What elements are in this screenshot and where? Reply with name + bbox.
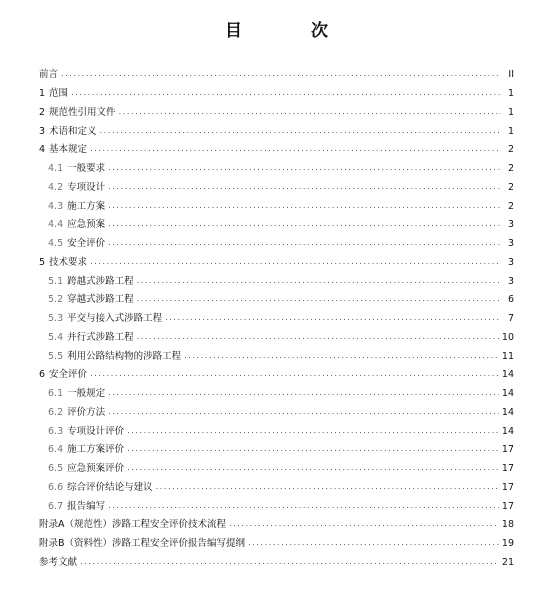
toc-entry[interactable] xyxy=(39,329,514,348)
toc-entry-page-number: 14 xyxy=(501,388,514,400)
toc-entry-page-number: 10 xyxy=(501,331,514,343)
toc-entry[interactable] xyxy=(39,460,514,479)
toc-entry-label xyxy=(39,538,245,550)
toc-entry[interactable] xyxy=(39,422,514,441)
toc-entry[interactable] xyxy=(39,516,514,535)
toc-entry-page-number: 3 xyxy=(507,256,514,268)
dot-leader xyxy=(156,481,499,493)
dot-leader xyxy=(137,331,499,343)
toc-entry-number: 6.6 xyxy=(48,481,64,493)
toc-entry-number: 5 xyxy=(39,256,46,268)
toc-entry-page-number: 1 xyxy=(507,88,514,100)
dot-leader xyxy=(108,387,499,399)
toc-entry-text: 利用公路结构物的涉路工程 xyxy=(67,350,182,362)
toc-entry-number: 4.3 xyxy=(48,200,64,212)
toc-entry[interactable] xyxy=(39,497,514,516)
dot-leader xyxy=(119,106,501,118)
toc-entry-label xyxy=(48,407,105,419)
toc-entry-text: 综合评价结论与建议 xyxy=(67,481,153,493)
toc-entry-page-number: 17 xyxy=(501,500,514,512)
toc-entry-label xyxy=(39,557,77,569)
dot-leader xyxy=(137,293,501,305)
toc-entry-label xyxy=(48,388,105,400)
toc-entry[interactable] xyxy=(39,404,514,423)
toc-entry-page-number: 2 xyxy=(507,163,514,175)
toc-entry-label xyxy=(39,369,87,381)
toc-entry-page-number: 1 xyxy=(507,106,514,118)
dot-leader xyxy=(108,181,501,193)
toc-entry-text: 附录A（规范性）涉路工程安全评价技术流程 xyxy=(39,519,226,531)
toc-entry-text: 专项设计 xyxy=(67,181,106,193)
toc-entry-label xyxy=(39,126,97,138)
dot-leader xyxy=(90,256,501,268)
dot-leader xyxy=(108,200,501,212)
toc-entry-number: 1 xyxy=(39,88,46,100)
dot-leader xyxy=(108,237,501,249)
dot-leader xyxy=(71,87,501,99)
toc-entry-page-number: 7 xyxy=(507,313,514,325)
toc-entry-text: 安全评价 xyxy=(67,238,106,250)
toc-entry-page-number: 21 xyxy=(501,556,514,568)
toc-entry-page-number: 2 xyxy=(507,200,514,212)
dot-leader xyxy=(127,425,499,437)
dot-leader xyxy=(90,143,501,155)
toc-entry-text: 穿越式涉路工程 xyxy=(67,294,134,306)
toc-entry-page-number: II xyxy=(508,69,514,81)
toc-entry-label xyxy=(39,144,87,156)
toc-entry-label xyxy=(48,219,105,231)
toc-entry-label xyxy=(39,257,87,269)
toc-entry-text: 基本规定 xyxy=(49,144,88,156)
toc-entry-text: 技术要求 xyxy=(49,256,88,268)
toc-entry[interactable] xyxy=(39,216,514,235)
dot-leader xyxy=(108,406,499,418)
toc-entry-page-number: 3 xyxy=(507,219,514,231)
toc-entry-label xyxy=(48,332,134,344)
toc-entry-page-number: 2 xyxy=(507,181,514,193)
toc-entry-text: 专项设计评价 xyxy=(67,425,125,437)
toc-entry-page-number: 6 xyxy=(507,294,514,306)
toc-entry[interactable] xyxy=(39,85,514,104)
dot-leader xyxy=(184,350,499,362)
toc-entry-label xyxy=(48,313,162,325)
toc-entry-number: 5.4 xyxy=(48,331,64,343)
toc-entry-label xyxy=(48,426,124,438)
toc-entry-label xyxy=(39,107,116,119)
toc-entry-text: 并行式涉路工程 xyxy=(67,331,134,343)
toc-entry-page-number: 3 xyxy=(507,238,514,250)
toc-entry-label xyxy=(48,463,124,475)
toc-entry-text: 参考文献 xyxy=(39,556,78,568)
toc-entry-text: 应急预案评价 xyxy=(67,463,125,475)
toc-entry-text: 范围 xyxy=(49,88,69,100)
toc-entry[interactable] xyxy=(39,347,514,366)
toc-entry-page-number: 14 xyxy=(501,425,514,437)
toc-entry-text: 附录B（资料性）涉路工程安全评价报告编写提纲 xyxy=(39,538,246,550)
toc-entry[interactable] xyxy=(39,310,514,329)
toc-entry[interactable] xyxy=(39,122,514,141)
toc-entry-number: 6.5 xyxy=(48,463,64,475)
dot-leader xyxy=(127,462,499,474)
toc-entry-number: 4.1 xyxy=(48,163,64,175)
toc-entry-number: 3 xyxy=(39,125,46,137)
toc-entry[interactable] xyxy=(39,160,514,179)
toc-entry-page-number: 18 xyxy=(501,519,514,531)
toc-entry-number: 6.1 xyxy=(48,388,64,400)
toc-entry-number: 5.5 xyxy=(48,350,64,362)
toc-entry-page-number: 17 xyxy=(501,444,514,456)
toc-entry-page-number: 11 xyxy=(501,350,514,362)
dot-leader xyxy=(137,275,501,287)
toc-entry-label xyxy=(48,294,134,306)
toc-entry-label xyxy=(48,501,105,513)
toc-entry-page-number: 19 xyxy=(501,538,514,550)
toc-entry-label xyxy=(39,69,58,81)
toc-entry-label xyxy=(39,88,68,100)
toc-entry[interactable] xyxy=(39,179,514,198)
toc-entry-text: 平交与接入式涉路工程 xyxy=(67,313,163,325)
toc-entry[interactable] xyxy=(39,554,514,573)
toc-entry[interactable] xyxy=(39,141,514,160)
dot-leader xyxy=(90,368,499,380)
toc-entry-label xyxy=(48,482,153,494)
dot-leader xyxy=(100,125,501,137)
toc-entry-label xyxy=(48,351,181,363)
toc-entry-text: 评价方法 xyxy=(67,406,106,418)
toc-entry-text: 安全评价 xyxy=(49,369,88,381)
toc-entry-page-number: 3 xyxy=(507,275,514,287)
toc-entry-text: 前言 xyxy=(39,69,59,81)
dot-leader xyxy=(165,312,501,324)
toc-entry-number: 4.4 xyxy=(48,219,64,231)
dot-leader xyxy=(248,537,499,549)
dot-leader xyxy=(229,518,499,530)
toc-entry-number: 6.7 xyxy=(48,500,64,512)
toc-entry-text: 跨越式涉路工程 xyxy=(67,275,134,287)
toc-entry-text: 施工方案评价 xyxy=(67,444,125,456)
toc-entry-label xyxy=(48,182,105,194)
toc-entry-text: 术语和定义 xyxy=(49,125,97,137)
toc-entry[interactable] xyxy=(39,291,514,310)
toc-entry[interactable] xyxy=(39,366,514,385)
toc-entry-number: 4 xyxy=(39,144,46,156)
toc-entry[interactable] xyxy=(39,235,514,254)
toc-entry-text: 应急预案 xyxy=(67,219,106,231)
toc-entry-number: 6.3 xyxy=(48,425,64,437)
toc-entry-number: 5.3 xyxy=(48,313,64,325)
toc-entry-text: 一般规定 xyxy=(67,388,106,400)
toc-entry-label xyxy=(48,163,105,175)
toc-entry-text: 施工方案 xyxy=(67,200,106,212)
dot-leader xyxy=(108,162,501,174)
toc-entry-label xyxy=(48,238,105,250)
dot-leader xyxy=(108,500,499,512)
toc-entry-label xyxy=(39,519,226,531)
toc-entry-page-number: 17 xyxy=(501,463,514,475)
toc-entry[interactable] xyxy=(39,479,514,498)
toc-entry-number: 6.2 xyxy=(48,406,64,418)
dot-leader xyxy=(80,556,499,568)
toc-entry-number: 5.1 xyxy=(48,275,64,287)
toc-entry-number: 6.4 xyxy=(48,444,64,456)
toc-entry[interactable] xyxy=(39,66,514,85)
toc-entry[interactable] xyxy=(39,254,514,273)
toc-entry-page-number: 14 xyxy=(501,369,514,381)
toc-entry-page-number: 2 xyxy=(507,144,514,156)
toc-entry-number: 4.2 xyxy=(48,181,64,193)
toc-entry[interactable] xyxy=(39,385,514,404)
toc-entry-number: 2 xyxy=(39,106,46,118)
toc-entry[interactable] xyxy=(39,535,514,554)
toc-entry[interactable] xyxy=(39,272,514,291)
toc-entry[interactable] xyxy=(39,441,514,460)
toc-entry-text: 一般要求 xyxy=(67,163,106,175)
toc-entry[interactable] xyxy=(39,104,514,123)
toc-entry-number: 5.2 xyxy=(48,294,64,306)
toc-title: 目 次 xyxy=(225,21,354,41)
dot-leader xyxy=(108,218,501,230)
toc-entry[interactable] xyxy=(39,197,514,216)
toc-entry-page-number: 17 xyxy=(501,481,514,493)
dot-leader xyxy=(127,443,499,455)
toc-entry-number: 6 xyxy=(39,369,46,381)
dot-leader xyxy=(61,68,501,80)
toc-entry-page-number: 14 xyxy=(501,406,514,418)
toc-entry-label xyxy=(48,201,105,213)
toc-list xyxy=(39,66,514,572)
toc-entry-label xyxy=(48,444,124,456)
toc-entry-text: 报告编写 xyxy=(67,500,106,512)
toc-entry-page-number: 1 xyxy=(507,125,514,137)
toc-entry-text: 规范性引用文件 xyxy=(49,106,116,118)
toc-entry-label xyxy=(48,276,134,288)
toc-entry-number: 4.5 xyxy=(48,238,64,250)
